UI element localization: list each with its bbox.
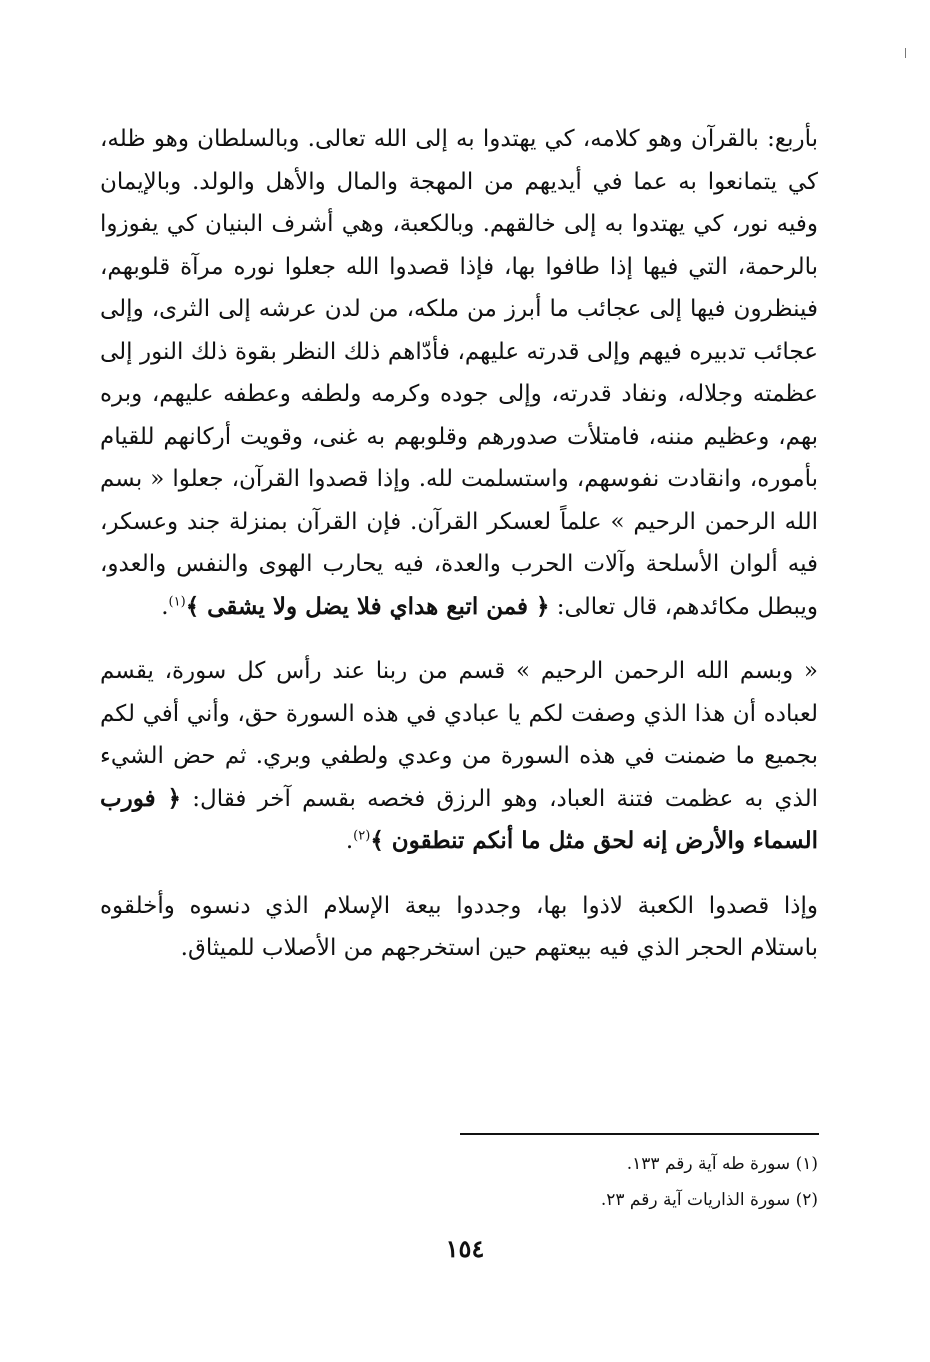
paragraph-text: بأربع: بالقرآن وهو كلامه، كي يهتدوا به إلى الله تعالى. وبالسلطان وهو ظله، كي يتمانعوا به عما في أيديهم من المهجة والمال والأهل والولد. وبالإيمان وفيه نور، كي يهتدوا به إلى خالقهم. وبالكعبة، وهي أشرف البنيان كي يفوزوا بالرحمة، التي فيها إذا طافوا بها، فإذا قصدوا الله جعلوا نوره مرآة قلوبهم، فينظرون فيها إلى عجائب ما أبرز من ملكه، من لدن عرشه إلى الثرى، وإلى عجائب تدبيره فيهم وإلى قدرته عليهم، فأدّاهم ذلك النظر بقوة ذلك النور إلى عظمته وجلاله، ونفاد قدرته، وإلى جوده وكرمه ولطفه وعطفه عليهم، وبره بهم، وعظيم مننه، فامتلأت صدورهم وقلوبهم به غنى، وقويت أركانهم للقيام بأموره، وانقادت نفوسهم، واستسلمت لله. وإذا قصدوا القرآن، جعلوا « بسم الله الرحمن الرحيم » علماً لعسكر القرآن. فإن القرآن بمنزلة جند وعسكر، فيه ألوان الأسلحة وآلات الحرب والعدة، فيه يحارب الهوى والنفس والعدو، ويبطل مكائدهم، قال تعالى: (100, 126, 818, 620)
paragraph-3 (100, 885, 818, 970)
paragraph-text: « وبسم الله الرحمن الرحيم » قسم من ربنا عند رأس كل سورة، يقسم لعباده أن هذا الذي وصفت لكم يا عبادي في هذه السورة حق، وأني أفي لكم بجميع ما ضمنت في هذه السورة من وعدي ولطفي وبري. ثم حض الشيء الذي به عظمت فتنة العباد، وهو الرزق فخصه بقسم آخر فقال: (100, 658, 818, 812)
paragraph-2 (100, 650, 818, 863)
paragraph-1 (100, 118, 818, 628)
paragraph-text: وإذا قصدوا الكعبة لاذوا بها، وجددوا بيعة الإسلام الذي دنسوه وأخلقوه باستلام الحجر الذي فيه بيعتهم حين استخرجهم من الأصلاب للميثاق. (100, 892, 818, 961)
sentence-end: . (345, 828, 354, 854)
scan-mark (905, 48, 906, 58)
footnote-1: (١) سورة طه آية رقم ١٣٣. (626, 1154, 818, 1174)
sentence-end: . (161, 593, 169, 620)
main-text (100, 118, 818, 970)
footnote-ref[interactable]: (١) (168, 593, 186, 609)
quran-quote: ﴿ فورب السماء والأرض إنه لحق مثل ما أنكم تنطقون ﴾ (100, 784, 818, 854)
quran-quote: ﴿ فمن اتبع هداي فلا يضل ولا يشقى ﴾ (185, 592, 550, 620)
page-number: ١٥٤ (445, 1234, 485, 1263)
footnote-divider (460, 1133, 819, 1135)
footnotes (100, 1146, 818, 1218)
footnote-ref[interactable]: (٢) (353, 828, 371, 844)
footnote-2: (٢) سورة الذاريات آية رقم ٢٣. (600, 1190, 818, 1210)
